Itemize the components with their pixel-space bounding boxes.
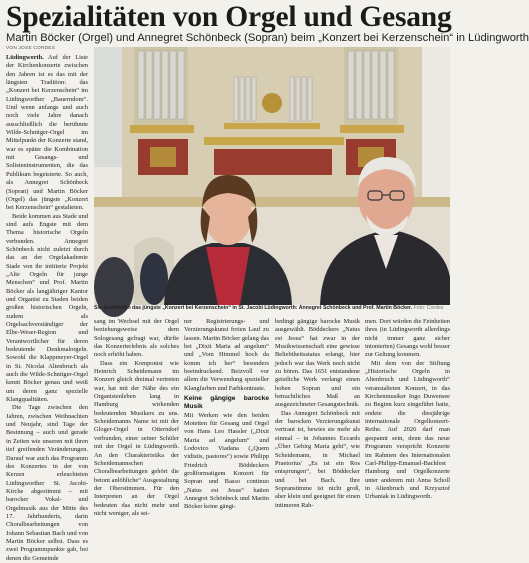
column1-paragraph-2: Beide kommen aus Stade und sind aufs Engste mit dem Thema historische Orgeln verbunden. Annegret Schönbeck nicht zuletzt durch das an der Orgelakademie Stade von ihr initiierte Projekt „Alte Orgeln für junge Menschen“ und Prof. Martin Böcker als langjähriger Kantor und Organist zu Staden beiden großen historischen Orgeln, zudem als Orgelsachverständiger der Elbe-Weser-Region und Verantwortlicher für deren bedeutende Denkmalorgeln. Sowohl die Klappmeyer-Orgel in St. Nicolai Altenbruch als auch die Wilde-Schnitger-Orgel kennt Böcker genau und weiß um deren ganz spezielle Klangqualitäten. [6,212,88,404]
article-subhead: Martin Böcker (Orgel) und Annegret Schönbeck (Sopran) beim „Konzert bei Kerzenschein“ in Lüdingworth [6,32,529,44]
caption-text: Sie gestalteten das jüngste „Konzert bei Kerzenschein“ in St. Jacobi Lüdingworth: Annegret Schönbeck und Prof. Martin Böcker. [94,305,413,311]
column5-paragraph-1: men. Dort würden die Feinheiten ihres (in Lüdingworth allerdings nicht immer ganz sicher intonierten) Gesangs wohl besser zur Geltung kommen. [365,318,451,359]
section-heading: Keine gängige barocke Musik [184,395,269,411]
column2-paragraph-1: sang im Wechsel mit der Orgel beziehungsweise dem Sologesang gefragt war, dürfte das Konzerterlebnis als solches noch erhöht haben. [94,318,179,359]
article-byline: VON JOSE CORDES [6,46,56,51]
column2-paragraph-2: Dass ein Komponist wie Heinrich Scheidemann im Konzert gleich dreimal vertreten war, hat mit der Nähe des ein Organistenleben lang in Hamburg wirkenden bedeutenden Musikers zu uns. Scheidemanns Name ist mit der Gloger-Orgel in Otterndorf verbunden, einer seiner Schüler mit der Orgel in Lüdingworth. An den Charakteristika der Scheidemannschen Choralbearbeitungen gehört die betont anlöbliche“ Ausgestaltung der Oberstimmen. Für den Interpreten an der Orgel bedeuten das nicht mehr und nicht weniger, als sei- [94,359,179,517]
column4-paragraph-2: Das Annegret Schönbeck mit der barocken Verzierungskunst vertraut ist, bewies sie mehr als einmal – in Johannes Eccards „Über Gebirg Maria geht“, wie Scheidemann, in Michael Praetorius' „Es ist ein Ros entsprungen“, bei Böddecker und bei Bach. Ihre Sopranstimme ist nicht groß, aber klein und geeignet für einen intimeren Rah- [275,409,360,509]
photo-credit: Foto: Cordes [413,305,444,311]
article-photo [94,47,450,305]
article-column-1 [6,54,88,562]
column1-paragraph-3: Die Tage zwischen den Jahren, zwischen Weihnachten und Neujahr, sind Tage der Besinnung – auch und gerade in Zeiten wie unseren mit ihren tief greifenden Veränderungen. Darauf war auch das Programm des Konzertes in der von Kerzen erleuchteten Lüdingworther St. Jacobi-Kirche abgestimmt – mit barocker Vokal- und Orgelmusik aus der Mitte des 17. Jahrhunderts, darin Choralbearbeitungen von Johann Sebastian Bach und von Martin Böcker selbst. Dass es zwei Programmpunkte gab, bei denen die Gemeinde [6,404,88,562]
dateline: Lüdingworth. [6,54,44,61]
article-column-3 [184,318,270,511]
article-column-2 [94,318,179,517]
article-column-5 [365,318,451,501]
column4-paragraph-1: bedingt gängige barocke Musik ausgewählt. Böddeckers „Natus est Jesus“ hat zwar in der Musikwissenschaft eine gewisse Beliebtheitsstatus erlangt, hier jedoch war das Werk noch nicht zu hören. Das 1651 entstandene geistliche Werk verlangt einen hohen Sopran und ein betrachtliches Maß an ausgezeichneter Gesangstechnik. [275,318,360,409]
column3-paragraph-1: ner Registrierungs- und Verzierungskunst freien Lauf zu lassen. Martin Böcker gelang das bei „Dixit Maria ad angelum“ und „Vom Himmel hoch da komm ich her“ besonders beeindruckend. Beizvoll vor allem die Verwendung spezieller Klangfarben und Farbkontraste. [184,318,270,392]
column3-paragraph-2: Mit Werken wie den beiden Motetten für Gesang und Orgel von Hans Leo Hassler („Dixit Maria ad angelum“ und Lodovico Viadana („Quem vidistis, pastores“) sowie Philipp Friedrich Böddeckers großformatigem Konzert für Sopran und Basso continuo „Natus est Jesus“ hatten Annegret Schönbeck und Martin Böcker keine gängi- [184,411,269,511]
photo-caption [94,305,450,312]
column5-paragraph-2: Mit dem von der Stiftung „Historische Orgeln in Altenbruch und Lüdingworth“ veranstalteten Konzert, in das Kirchenmusiker Ingo Duwensee zu Beginn kurz eingeführt hatte, endete die diesjährige internationale Orgelkonzert-Reihe. Auf 2026 darf man gespannt sein, denn das neue Programm verspricht Konzerte im Rahmen des Internationalen Carl-Philipp-Emanuel-Bachfest Hamburg und Orgelkonzerte unter anderem mit Anna Scholl in Altenbruch und Krzysztof Urbaniak in Lüdingworth. [365,359,450,501]
article-column-4 [275,318,360,509]
article-headline: Spezialitäten von Orgel und Gesang [6,1,452,33]
column1-paragraph-1: Auf der Liste der Kirchenkonzerte zwischen den Jahren ist es das mit der längsten Tradition: das „Konzert bei Kerzenschein“ im Lüdingworther „Bauerndom“. Und wenn anfangs und auch noch viele Jahre danach ausschließlich die berühmte Wilde-Schnitger-Orgel im Mittelpunkt der Konzerte stand, war es später die Kombination mit Gesangs- und Solisteninstrumenten, die das Publikum begeisterte. So auch, als Annegret Schönbeck (Sopran) und Martin Böcker (Orgel) das jüngste „Konzert bei Kerzenschein“ gestalteten. [6,54,88,212]
